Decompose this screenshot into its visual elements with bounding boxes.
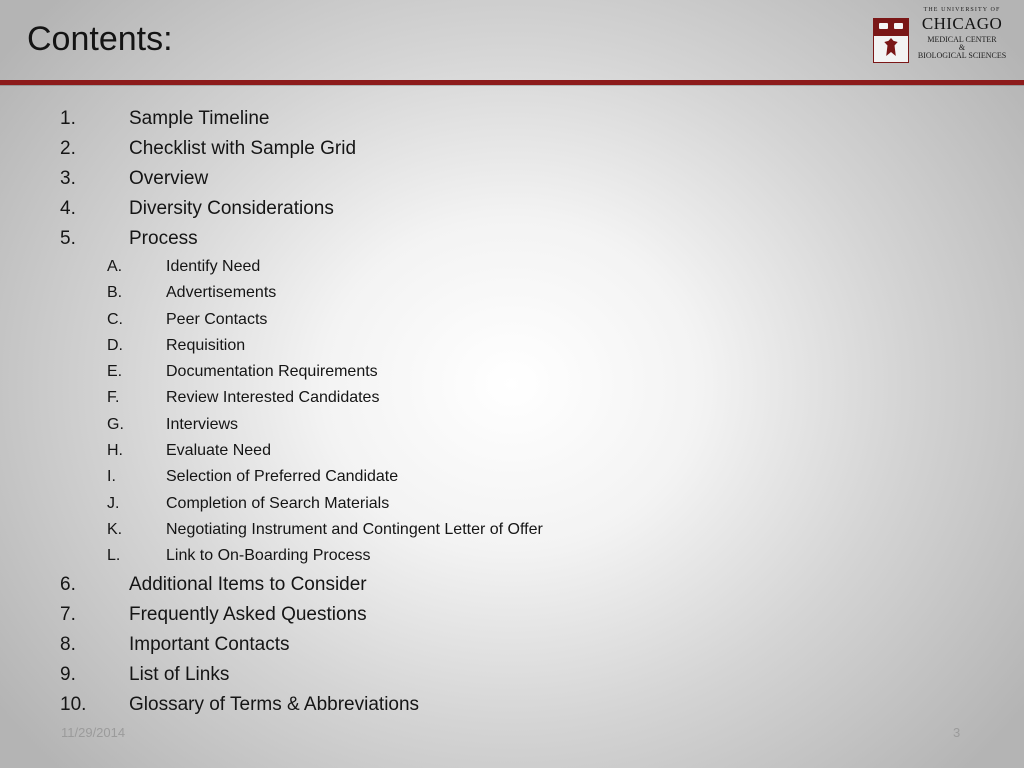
process-item-k[interactable] bbox=[60, 519, 680, 545]
process-item-a[interactable] bbox=[60, 256, 680, 282]
contents-item-label: List of Links bbox=[129, 664, 230, 685]
process-item-letter: G. bbox=[107, 415, 124, 433]
process-item-label: Negotiating Instrument and Contingent Letter of Offer bbox=[166, 520, 543, 538]
process-item-label: Interviews bbox=[166, 415, 239, 433]
process-item-h[interactable] bbox=[60, 440, 680, 466]
process-item-label: Peer Contacts bbox=[166, 310, 268, 328]
process-item-j[interactable] bbox=[60, 493, 680, 519]
process-item-letter: B. bbox=[107, 284, 123, 302]
contents-item-label: Process bbox=[129, 228, 198, 249]
contents-item-number: 1. bbox=[60, 108, 76, 129]
contents-item-label: Additional Items to Consider bbox=[129, 574, 367, 595]
shield-icon bbox=[873, 18, 909, 63]
contents-item-number: 8. bbox=[60, 634, 76, 655]
book-icon-right bbox=[894, 23, 903, 29]
contents-item-10[interactable] bbox=[60, 692, 680, 722]
book-icon-left bbox=[879, 23, 888, 29]
contents-item-label: Sample Timeline bbox=[129, 108, 270, 129]
process-item-letter: K. bbox=[107, 520, 123, 538]
process-item-letter: J. bbox=[107, 494, 120, 512]
contents-item-label: Overview bbox=[129, 168, 209, 189]
process-item-label: Documentation Requirements bbox=[166, 363, 378, 381]
contents-item-9[interactable] bbox=[60, 662, 680, 692]
phoenix-icon bbox=[883, 38, 899, 56]
process-item-label: Identify Need bbox=[166, 258, 261, 275]
contents-item-8[interactable] bbox=[60, 632, 680, 662]
process-item-g[interactable] bbox=[60, 414, 680, 440]
process-item-label: Selection of Preferred Candidate bbox=[166, 468, 399, 486]
process-item-d[interactable] bbox=[60, 335, 680, 361]
slide-title: Contents: bbox=[27, 20, 173, 58]
contents-item-label: Diversity Considerations bbox=[129, 198, 334, 219]
contents-item-7[interactable] bbox=[60, 602, 680, 632]
process-item-letter: A. bbox=[107, 258, 123, 275]
contents-item-number: 6. bbox=[60, 574, 76, 595]
process-item-label: Link to On-Boarding Process bbox=[166, 547, 371, 565]
contents-list bbox=[60, 106, 680, 722]
logo-line-5: BIOLOGICAL SCIENCES bbox=[917, 51, 1007, 60]
footer-date: 11/29/2014 bbox=[61, 725, 126, 740]
contents-item-label: Frequently Asked Questions bbox=[129, 604, 367, 625]
process-item-label: Review Interested Candidates bbox=[166, 389, 380, 407]
process-item-letter: C. bbox=[107, 310, 123, 328]
logo-line-3: MEDICAL CENTER bbox=[927, 35, 997, 44]
contents-item-2[interactable] bbox=[60, 136, 680, 166]
contents-item-number: 3. bbox=[60, 168, 76, 189]
contents-item-number: 2. bbox=[60, 138, 76, 159]
contents-item-6[interactable] bbox=[60, 572, 680, 602]
process-item-letter: H. bbox=[107, 442, 123, 460]
logo-line-2: CHICAGO bbox=[921, 14, 1003, 33]
logo-line-1: THE UNIVERSITY OF bbox=[923, 7, 1001, 13]
process-item-c[interactable] bbox=[60, 309, 680, 335]
process-item-l[interactable] bbox=[60, 545, 680, 571]
title-divider bbox=[0, 80, 1024, 85]
university-logo bbox=[873, 7, 1012, 63]
page-number: 3 bbox=[953, 725, 961, 740]
process-item-letter: L. bbox=[107, 547, 121, 565]
contents-item-5[interactable] bbox=[60, 226, 680, 572]
process-item-label: Requisition bbox=[166, 336, 246, 354]
process-item-label: Evaluate Need bbox=[166, 442, 271, 460]
process-item-letter: I. bbox=[107, 468, 116, 486]
process-item-letter: F. bbox=[107, 389, 120, 407]
logo-line-4: & bbox=[958, 43, 966, 52]
contents-item-number: 9. bbox=[60, 664, 76, 685]
contents-item-number: 10. bbox=[60, 694, 87, 715]
contents-item-label: Important Contacts bbox=[129, 634, 290, 655]
process-item-b[interactable] bbox=[60, 282, 680, 308]
process-item-e[interactable] bbox=[60, 361, 680, 387]
contents-item-1[interactable] bbox=[60, 106, 680, 136]
process-item-f[interactable] bbox=[60, 387, 680, 413]
contents-item-number: 5. bbox=[60, 228, 76, 249]
logo-text bbox=[912, 7, 1012, 63]
process-sublist bbox=[60, 256, 680, 572]
contents-item-number: 4. bbox=[60, 198, 76, 219]
process-item-i[interactable] bbox=[60, 466, 680, 492]
contents-item-label: Glossary of Terms & Abbreviations bbox=[129, 694, 420, 715]
contents-item-3[interactable] bbox=[60, 166, 680, 196]
process-item-label: Advertisements bbox=[166, 284, 277, 302]
contents-item-4[interactable] bbox=[60, 196, 680, 226]
process-item-letter: D. bbox=[107, 336, 123, 354]
contents-item-label: Checklist with Sample Grid bbox=[129, 138, 357, 159]
contents-item-number: 7. bbox=[60, 604, 76, 625]
process-item-label: Completion of Search Materials bbox=[166, 494, 390, 512]
process-item-letter: E. bbox=[107, 363, 123, 381]
